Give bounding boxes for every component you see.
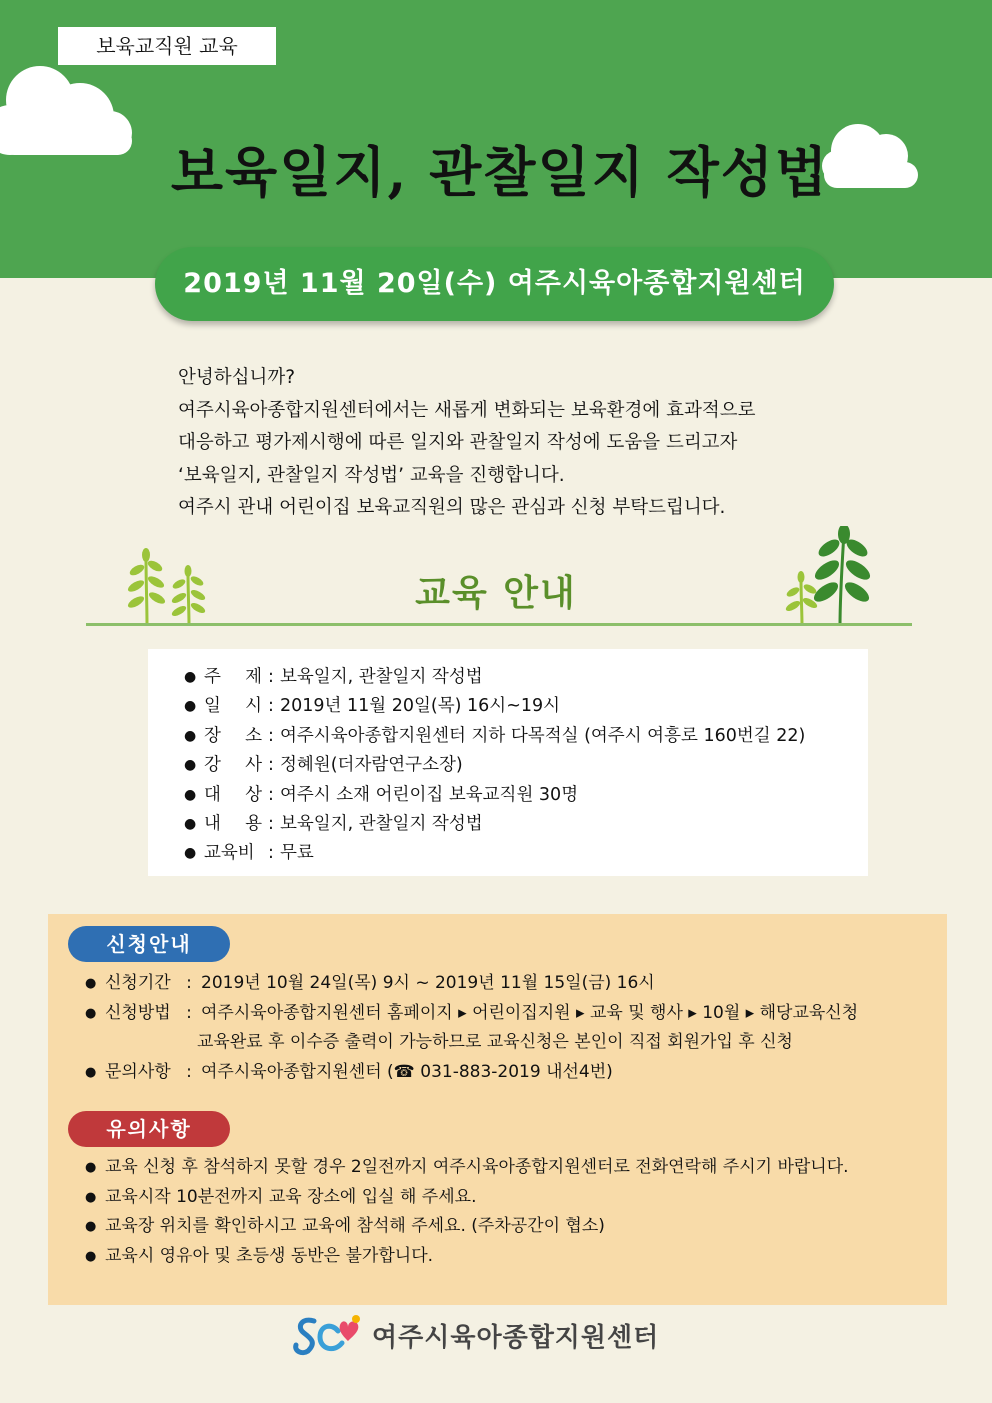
date-place-banner: 2019년 11월 20일(수) 여주시육아종합지원센터 — [155, 247, 834, 321]
info-value: 보육일지, 관찰일지 작성법 — [280, 667, 483, 687]
colon: : — [268, 667, 274, 687]
list-item — [85, 1153, 849, 1183]
info-label: 내 용 — [204, 813, 262, 834]
info-label: 일 시 — [204, 696, 262, 717]
footer-logo — [292, 1312, 712, 1358]
info-value: 여주시 소재 어린이집 보육교직원 30명 — [280, 784, 579, 805]
colon: : — [268, 755, 274, 776]
bullet-icon: ● — [85, 976, 97, 991]
info-row-place — [184, 722, 868, 751]
bullet-icon: ● — [85, 1005, 97, 1021]
colon: : — [268, 696, 274, 717]
bullet-icon: ● — [85, 1248, 97, 1264]
greeting-line: ‘보육일지, 관찰일지 작성법’ 교육을 진행합니다. — [178, 464, 565, 486]
colon: : — [268, 784, 274, 805]
info-value: 무료 — [280, 843, 314, 864]
info-row-content — [184, 810, 868, 839]
info-row-lecturer — [184, 751, 868, 780]
info-row-datetime — [184, 692, 868, 721]
apply-value: 여주시육아종합지원센터 (☎ 031-883-2019 내선4번) — [201, 1061, 613, 1082]
info-label: 주 제 — [204, 667, 262, 687]
notice-text: 교육시 영유아 및 초등생 동반은 불가합니다. — [105, 1245, 434, 1266]
list-item — [85, 969, 858, 999]
section-title-education: 교육 안내 — [415, 573, 577, 614]
colon: : — [186, 1002, 192, 1023]
apply-label: 신청기간 — [105, 973, 171, 993]
bullet-icon: ● — [85, 1189, 97, 1205]
category-tag: 보육교직원 교육 — [58, 27, 276, 65]
colon: : — [268, 813, 274, 834]
colon: : — [268, 843, 274, 864]
apply-method-note: 교육완료 후 이수증 출력이 가능하므로 교육신청은 본인이 직접 회원가입 후 신청 — [197, 1032, 793, 1052]
info-row-fee — [184, 839, 868, 868]
greeting-line: 안녕하십니까? — [178, 367, 296, 388]
info-row-topic — [184, 663, 868, 692]
bullet-icon: ● — [184, 669, 197, 685]
info-label: 교육비 — [204, 843, 255, 864]
notice-text: 교육시작 10분전까지 교육 장소에 입실 해 주세요. — [105, 1186, 477, 1207]
page-title: 보육일지, 관찰일지 작성법 — [170, 140, 830, 204]
colon: : — [186, 1061, 192, 1082]
footer-org-name: 여주시육아종합지원센터 — [372, 1322, 660, 1353]
info-label: 장 소 — [204, 725, 262, 746]
info-value: 여주시육아종합지원센터 지하 다목적실 (여주시 여흥로 160번길 22) — [280, 725, 806, 746]
greeting-line: 대응하고 평가제시행에 따른 일지와 관찰일지 작성에 도움을 드리고자 — [178, 432, 738, 453]
apply-label: 문의사항 — [105, 1061, 171, 1082]
notice-list — [85, 1153, 849, 1271]
list-item — [85, 1212, 849, 1242]
colon: : — [186, 973, 192, 993]
bullet-icon: ● — [184, 815, 197, 832]
notice-text: 교육 신청 후 참석하지 못할 경우 2일전까지 여주시육아종합지원센터로 전화연락해 주시기 바랍니다. — [105, 1157, 849, 1177]
bullet-icon: ● — [184, 757, 197, 774]
apply-label: 신청방법 — [105, 1002, 171, 1023]
colon: : — [268, 725, 274, 746]
list-item — [85, 1242, 849, 1272]
info-value: 보육일지, 관찰일지 작성법 — [280, 813, 483, 834]
list-item — [85, 1058, 858, 1088]
bullet-icon: ● — [85, 1160, 97, 1175]
apply-section-pill: 신청안내 — [68, 926, 230, 962]
application-box — [48, 914, 947, 1305]
notice-text: 교육장 위치를 확인하시고 교육에 참석해 주세요. (주차공간이 협소) — [105, 1216, 605, 1236]
greeting-text — [178, 362, 898, 525]
apply-value: 여주시육아종합지원센터 홈페이지 ▸ 어린이집지원 ▸ 교육 및 행사 ▸ 10월 ▸ 해당교육신청 — [201, 1002, 859, 1023]
center-logo-icon — [292, 1313, 364, 1357]
info-label: 강 사 — [204, 755, 262, 776]
education-info-box — [148, 649, 868, 876]
greeting-line: 여주시육아종합지원센터에서는 새롭게 변화되는 보육환경에 효과적으로 — [178, 399, 756, 421]
bullet-icon: ● — [85, 1064, 97, 1080]
section-divider — [86, 623, 912, 626]
info-value: 2019년 11월 20일(목) 16시~19시 — [280, 696, 561, 717]
bullet-icon: ● — [85, 1219, 97, 1234]
notice-section-pill: 유의사항 — [68, 1111, 230, 1147]
bullet-icon: ● — [184, 727, 197, 744]
info-value: 정혜원(더자람연구소장) — [280, 755, 463, 776]
greeting-line: 여주시 관내 어린이집 보육교직원의 많은 관심과 신청 부탁드립니다. — [178, 497, 726, 518]
list-item — [85, 1183, 849, 1213]
apply-list — [85, 969, 858, 1087]
info-label: 대 상 — [204, 784, 262, 805]
bullet-icon: ● — [184, 698, 197, 715]
list-item — [85, 999, 858, 1029]
bullet-icon: ● — [184, 845, 197, 862]
info-row-target — [184, 781, 868, 810]
bullet-icon: ● — [184, 786, 197, 803]
apply-value: 2019년 10월 24일(목) 9시 ~ 2019년 11월 15일(금) 16시 — [201, 973, 655, 993]
